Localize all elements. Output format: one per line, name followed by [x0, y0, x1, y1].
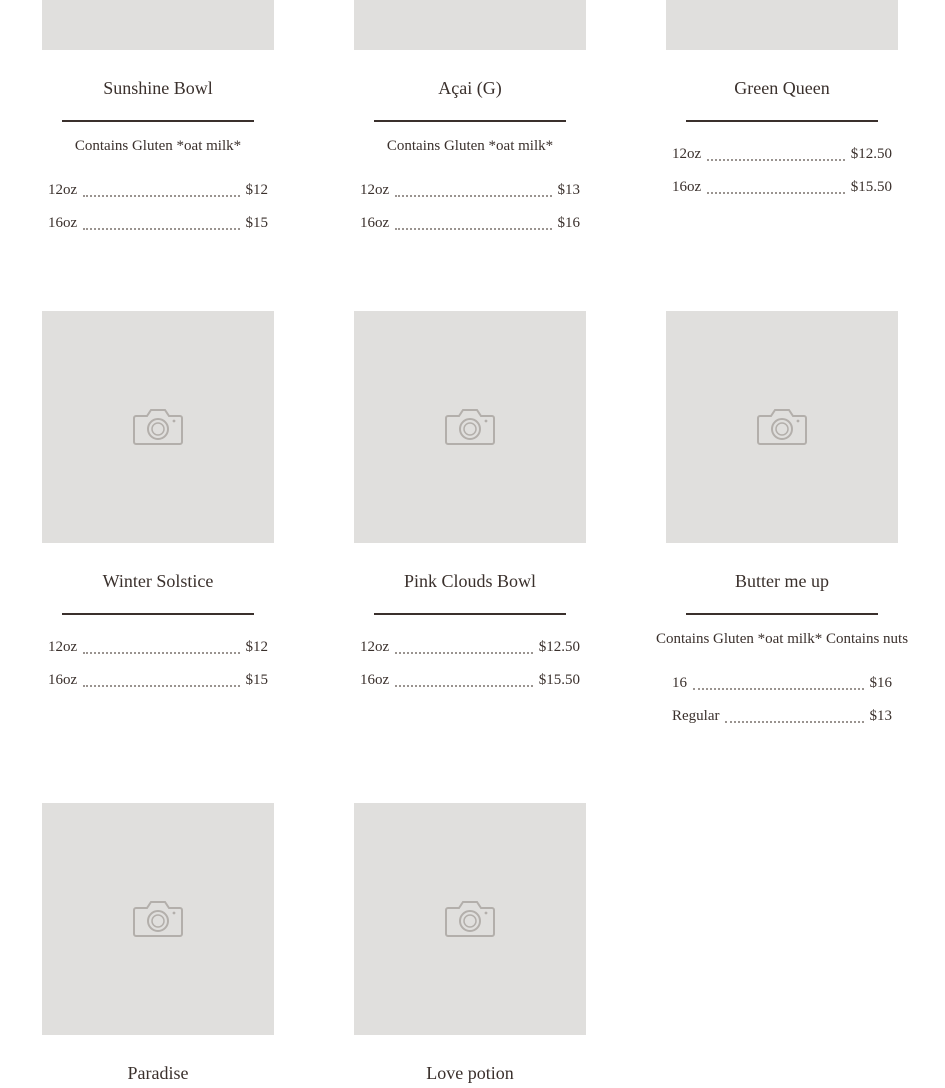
camera-icon — [757, 407, 807, 447]
dot-leader — [83, 228, 239, 230]
price-list — [672, 146, 892, 212]
title-divider — [686, 613, 878, 615]
dot-leader — [83, 685, 239, 687]
price-row — [48, 215, 268, 248]
size-label: 12oz — [360, 639, 390, 655]
price-row — [48, 672, 268, 705]
price-amount: $16 — [557, 215, 580, 231]
price-row — [360, 215, 580, 248]
price-row — [48, 639, 268, 672]
product-description: Contains Gluten *oat milk* — [74, 138, 242, 154]
product-image[interactable] — [42, 0, 274, 50]
product-title[interactable]: Green Queen — [734, 78, 830, 98]
price-row — [360, 639, 580, 672]
price-list — [48, 639, 268, 705]
title-divider — [686, 120, 878, 122]
dot-leader — [395, 652, 533, 654]
price-list — [360, 182, 580, 248]
dot-leader — [725, 721, 863, 723]
price-row — [48, 182, 268, 215]
product-image[interactable] — [354, 0, 586, 50]
price-amount: $12.50 — [538, 639, 580, 655]
product-image[interactable] — [354, 311, 586, 543]
size-label: 12oz — [672, 146, 702, 162]
product-description: Contains Gluten *oat milk* — [386, 138, 554, 154]
price-list — [360, 639, 580, 705]
price-row — [360, 672, 580, 705]
camera-icon — [445, 407, 495, 447]
size-label: 16oz — [360, 215, 390, 231]
product-image[interactable] — [666, 0, 898, 50]
price-row — [672, 146, 892, 179]
size-label: 12oz — [48, 639, 78, 655]
dot-leader — [707, 192, 845, 194]
title-divider — [374, 613, 566, 615]
price-amount: $13 — [557, 182, 580, 198]
dot-leader — [693, 688, 864, 690]
product-image[interactable] — [354, 803, 586, 1035]
size-label: 16oz — [360, 672, 390, 688]
title-divider — [62, 613, 254, 615]
price-amount: $15 — [245, 672, 268, 688]
camera-icon — [133, 407, 183, 447]
size-label: 16oz — [48, 215, 78, 231]
price-amount: $12 — [245, 639, 268, 655]
price-amount: $15 — [245, 215, 268, 231]
product-title[interactable]: Love potion — [426, 1063, 514, 1083]
camera-icon — [133, 899, 183, 939]
dot-leader — [83, 652, 239, 654]
camera-icon — [445, 899, 495, 939]
dot-leader — [395, 228, 551, 230]
price-amount: $12.50 — [850, 146, 892, 162]
product-title[interactable]: Paradise — [127, 1063, 189, 1083]
price-row — [672, 675, 892, 708]
size-label: 16 — [672, 675, 687, 691]
size-label: 12oz — [48, 182, 78, 198]
dot-leader — [707, 159, 845, 161]
price-amount: $12 — [245, 182, 268, 198]
product-title[interactable]: Sunshine Bowl — [103, 78, 213, 98]
product-description: Contains Gluten *oat milk* Contains nuts — [655, 631, 909, 647]
price-list — [672, 675, 892, 741]
price-row — [672, 179, 892, 212]
product-title[interactable]: Winter Solstice — [102, 571, 214, 591]
dot-leader — [83, 195, 239, 197]
price-amount: $13 — [869, 708, 892, 724]
size-label: 16oz — [48, 672, 78, 688]
product-title[interactable]: Açai (G) — [438, 78, 502, 98]
size-label: 16oz — [672, 179, 702, 195]
product-title[interactable]: Butter me up — [735, 571, 829, 591]
title-divider — [62, 120, 254, 122]
product-title[interactable]: Pink Clouds Bowl — [403, 571, 537, 591]
price-row — [672, 708, 892, 741]
price-list — [48, 182, 268, 248]
price-amount: $15.50 — [538, 672, 580, 688]
price-amount: $15.50 — [850, 179, 892, 195]
size-label: 12oz — [360, 182, 390, 198]
product-image[interactable] — [42, 311, 274, 543]
dot-leader — [395, 685, 533, 687]
price-amount: $16 — [869, 675, 892, 691]
size-label: Regular — [672, 708, 720, 724]
price-row — [360, 182, 580, 215]
product-image[interactable] — [42, 803, 274, 1035]
title-divider — [374, 120, 566, 122]
dot-leader — [395, 195, 551, 197]
product-image[interactable] — [666, 311, 898, 543]
